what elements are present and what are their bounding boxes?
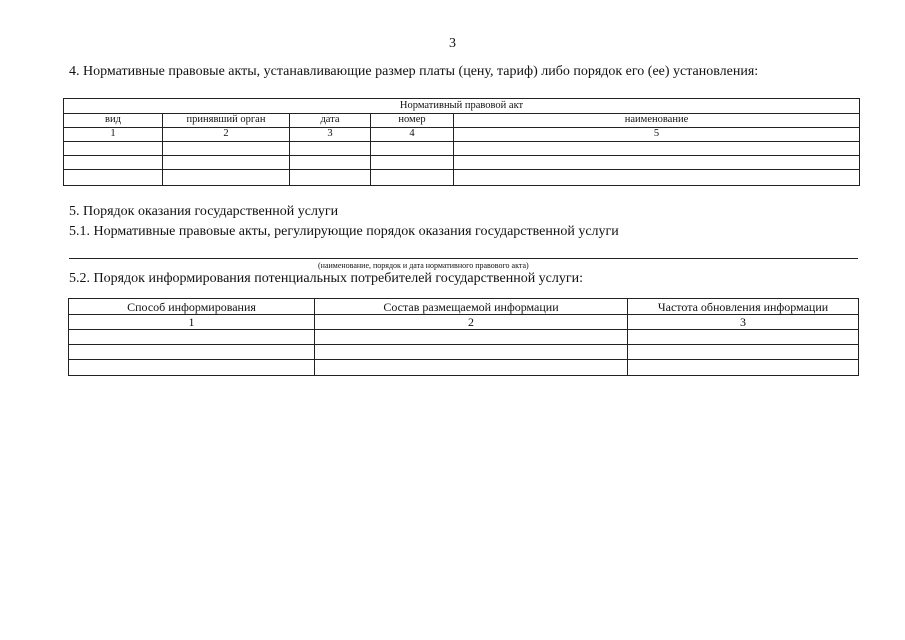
section-5-1-heading: 5.1. Нормативные правовые акты, регулирующие порядок оказания государственной услуги [69,224,619,239]
column-header-content: Состав размещаемой информации [315,299,628,315]
table-cell [315,360,628,376]
column-header-date: дата [290,114,371,128]
table-cell [315,345,628,360]
column-header-method: Способ информирования [69,299,315,315]
table-cell [628,330,859,345]
table-header-row [69,299,859,315]
table-cell [290,142,371,156]
column-header-update-frequency: Частота обновления информации [628,299,859,315]
table-cell [290,170,371,186]
column-header-number: номер [371,114,454,128]
table-header-row [64,114,860,128]
informing-methods-table [68,298,859,376]
table-group-header: Нормативный правовой акт [64,99,860,114]
table-cell [454,142,860,156]
table-cell [64,142,163,156]
table-cell [69,330,315,345]
column-number: 2 [163,128,290,142]
table-cell [454,170,860,186]
table-cell [628,345,859,360]
table-cell [371,170,454,186]
section-5-2-heading: 5.2. Порядок информирования потенциальных потребителей государственной услуги: [69,271,584,286]
column-number: 4 [371,128,454,142]
table-cell [163,170,290,186]
table-cell [371,142,454,156]
table-row [69,360,859,376]
table-cell [628,360,859,376]
section-4-heading: 4. Нормативные правовые акты, устанавливающие размер платы (цену, тариф) либо порядок его (ее) установления: [69,64,759,79]
column-number: 3 [628,315,859,330]
table-cell [454,156,860,170]
table-cell [315,330,628,345]
table-row [64,156,860,170]
column-header-title: наименование [454,114,860,128]
column-number: 5 [454,128,860,142]
column-number: 1 [69,315,315,330]
column-header-issuing-body: принявший орган [163,114,290,128]
table-row [64,170,860,186]
table-cell [64,156,163,170]
column-number-row [64,128,860,142]
table-row [64,142,860,156]
fill-in-caption: (наименование, порядок и дата нормативного правового акта) [318,261,529,270]
column-header-kind: вид [64,114,163,128]
section-5-heading: 5. Порядок оказания государственной услуги [69,204,339,219]
table-cell [371,156,454,170]
fill-in-line [69,258,858,259]
table-row [69,345,859,360]
table-cell [69,345,315,360]
table-row [69,330,859,345]
legal-acts-fee-table [63,98,860,186]
column-number-row [69,315,859,330]
table-cell [163,156,290,170]
table-cell [163,142,290,156]
column-number: 2 [315,315,628,330]
table-cell [290,156,371,170]
column-number: 1 [64,128,163,142]
page-number: 3 [449,36,456,51]
table-cell [64,170,163,186]
column-number: 3 [290,128,371,142]
table-cell [69,360,315,376]
